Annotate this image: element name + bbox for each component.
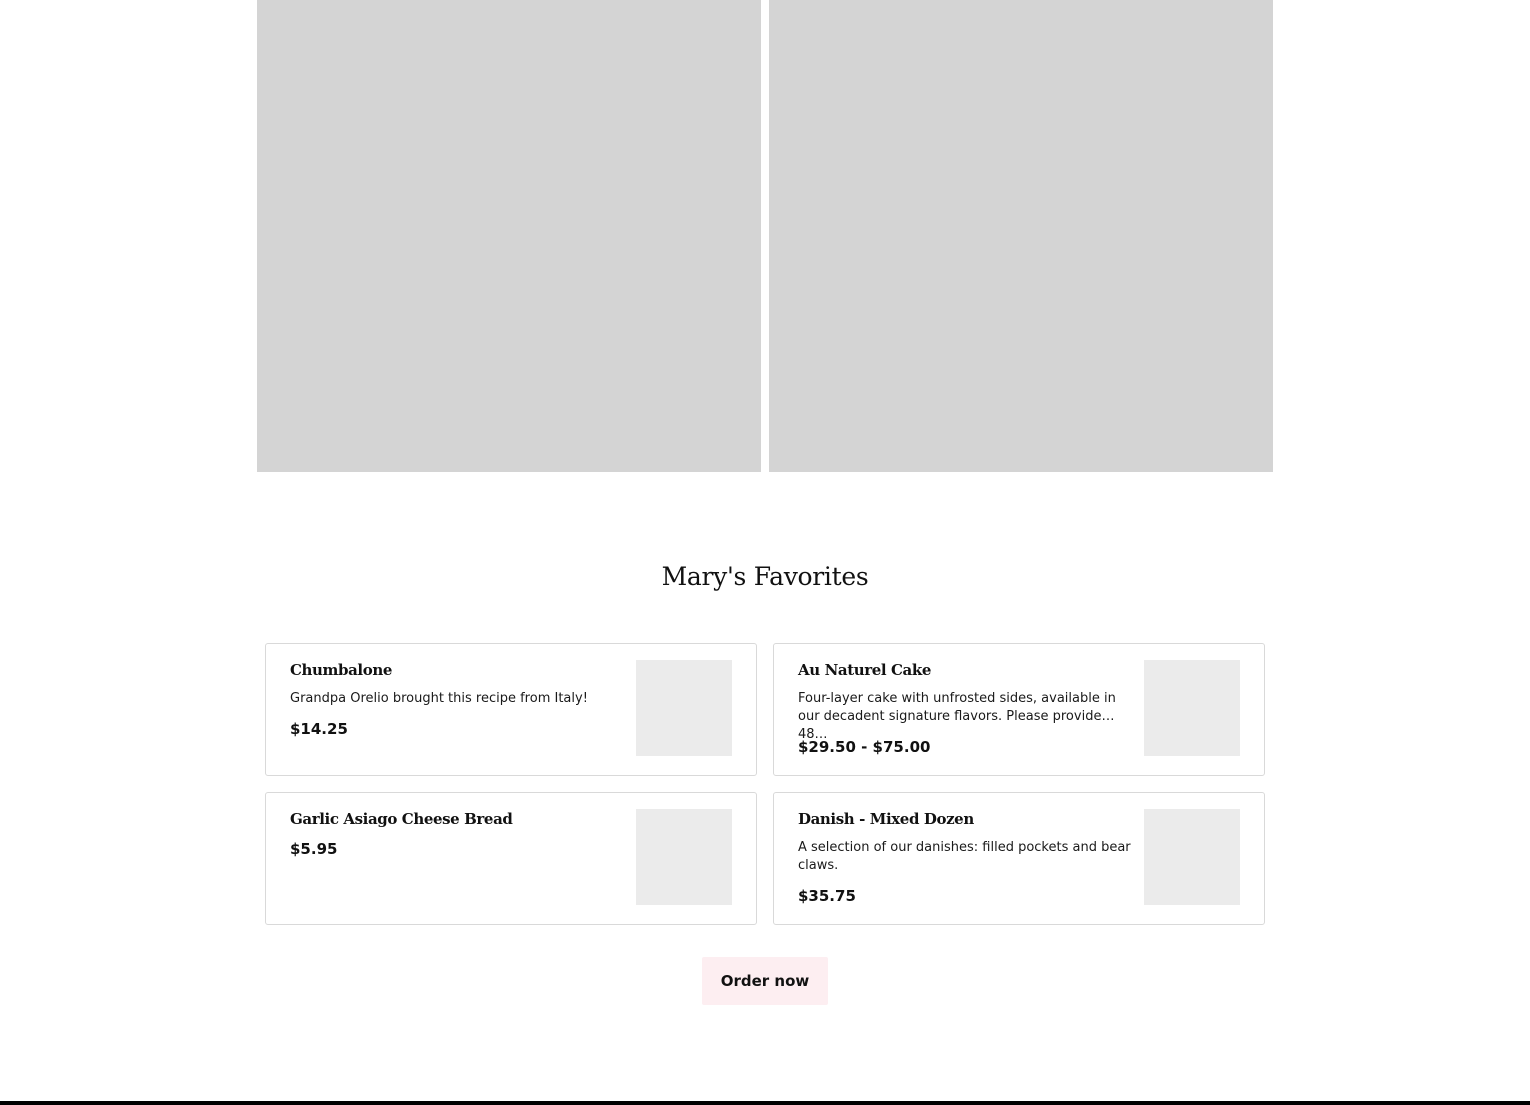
product-name: Au Naturel Cake [798,661,931,679]
product-name: Garlic Asiago Cheese Bread [290,810,513,828]
footer-divider [0,1101,1530,1105]
product-thumbnail [1144,809,1240,905]
product-card[interactable] [773,643,1265,776]
hero-image-right [769,0,1273,472]
product-card[interactable] [265,643,757,776]
product-name: Chumbalone [290,661,392,679]
product-price: $14.25 [290,720,348,738]
product-card-body [290,809,624,859]
product-price: $29.50 - $75.00 [798,738,931,756]
product-card-body [290,660,624,739]
product-card[interactable] [265,792,757,925]
product-price: $5.95 [290,840,338,858]
product-thumbnail [636,660,732,756]
product-card-body [798,660,1132,757]
order-now-button[interactable]: Order now [702,957,828,1005]
product-description: Grandpa Orelio brought this recipe from Italy! [290,691,588,706]
section-title: Mary's Favorites [661,562,869,591]
product-thumbnail [1144,660,1240,756]
hero-image-left [257,0,761,472]
product-card[interactable] [773,792,1265,925]
product-name: Danish - Mixed Dozen [798,810,974,828]
product-price: $35.75 [798,887,856,905]
product-thumbnail [636,809,732,905]
product-card-body [798,809,1132,906]
product-description: Four-layer cake with unfrosted sides, available in our decadent signature flavors. Please provide 48… [798,691,1116,742]
product-description: A selection of our danishes: filled pockets and bear claws. [798,840,1131,873]
